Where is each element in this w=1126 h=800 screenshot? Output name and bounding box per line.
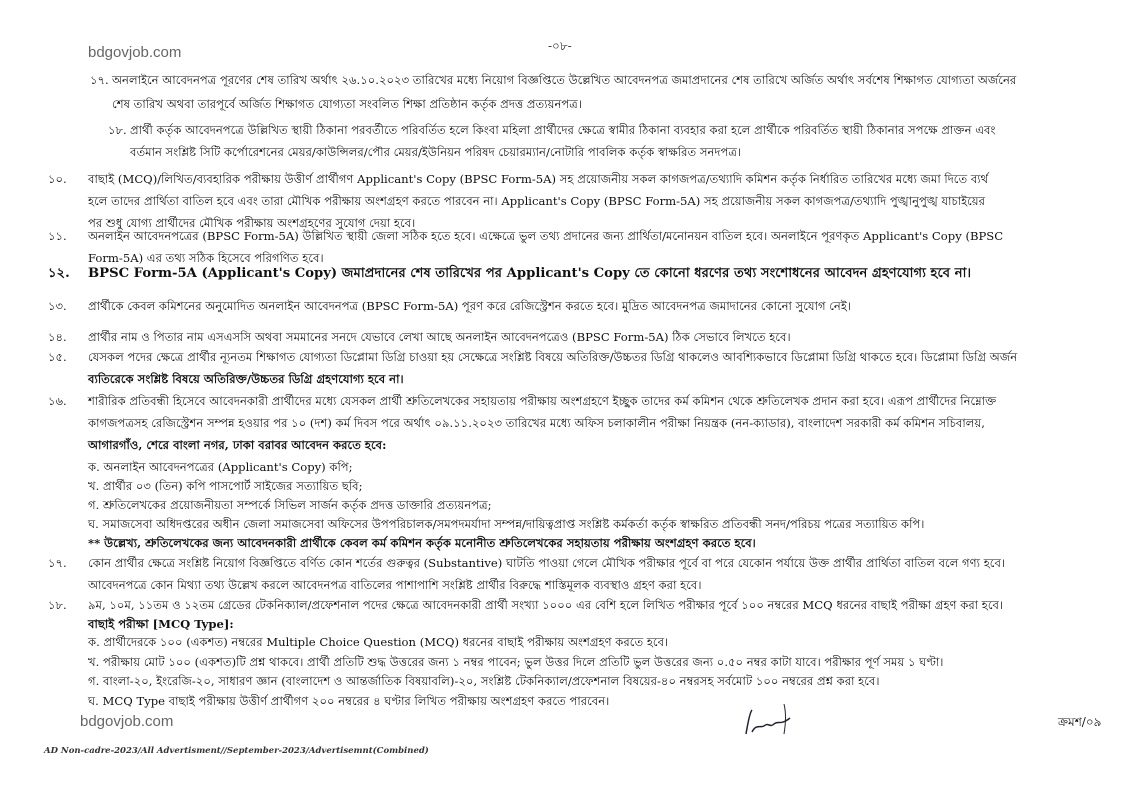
clause-line: বর্তমান সংশ্লিষ্ট সিটি কর্পোরেশনের মেয়র/কাউন্সিলর/পৌর মেয়র/ইউনিয়ন পরিষদ চেয়ারম্যান/নোটারি পাবলিক কর্তৃক স্বাক্ষরিত সনদপত্র। [130, 145, 742, 159]
clause-line: ৯ম, ১০ম, ১১তম ও ১২তম গ্রেডের টেকনিক্যাল/প্রফেশনাল পদের ক্ষেত্রে আবেদনকারী প্রার্থী সংখ্যা ১০০০ এর বেশি হলে লিখিত পরীক্ষার পূর্বে ১০০ নম্বরের MCQ ধরনের বাছাই পরীক্ষা গ্রহণ করা হবে। [88, 598, 1004, 612]
clause-line: বাছাই পরীক্ষা [MCQ Type]: [88, 617, 234, 631]
continued-label: ক্রমশ/০৯ [1058, 715, 1102, 729]
clause-line: পর শুধু যোগ্য প্রার্থীদের মৌখিক পরীক্ষায় অংশগ্রহণের সুযোগ দেয়া হবে। [88, 216, 416, 230]
clause-line: খ. পরীক্ষায় মোট ১০০ (একশত)টি প্রশ্ন থাকবে। প্রার্থী প্রতিটি শুদ্ধ উত্তরের জন্য ১ নম্বর পাবেন; ভুল উত্তর দিলে প্রতিটি ভুল উত্তরের জন্য ০.৫০ নম্বর কাটা যাবে। পরীক্ষার পূর্ণ সময় ১ ঘণ্টা। [88, 655, 944, 669]
clause-number: ১৪. [48, 330, 67, 344]
clause-number: ১২. [48, 266, 70, 281]
clause-line: বাছাই (MCQ)/লিখিত/ব্যবহারিক পরীক্ষায় উত্তীর্ণ প্রার্থীগণ Applicant's Copy (BPSC Form-5A) সহ প্রয়োজনীয় সকল কাগজপত্র/তথ্যাদি কমিশন কর্তৃক নির্ধারিত তারিখের মধ্যে জমা দিতে ব্যর্থ [88, 172, 989, 186]
clause-line: প্রার্থীকে কেবল কমিশনের অনুমোদিত অনলাইন আবেদনপত্র (BPSC Form-5A) পূরণ করে রেজিস্ট্রেশন করতে হবে। মুদ্রিত আবেদনপত্র জমাদানের কোনো সুযোগ নেই। [88, 299, 852, 313]
clause-line: ব্যতিরেকে সংশ্লিষ্ট বিষয়ে অতিরিক্ত/উচ্চতর ডিগ্রি গ্রহণযোগ্য হবে না। [88, 372, 404, 386]
signature-icon [738, 702, 798, 742]
clause-line: যেসকল পদের ক্ষেত্রে প্রার্থীর ন্যূনতম শিক্ষাগত যোগ্যতা ডিপ্লোমা ডিগ্রি চাওয়া হয় সেক্ষেত্রে সংশ্লিষ্ট বিষয়ে অতিরিক্ত/উচ্চতর ডিগ্রি থাকলেও আবশ্যিকভাবে ডিপ্লোমা ডিগ্রি থাকতে হবে। ডিপ্লোমা ডিগ্রি অর্জন [88, 350, 1018, 364]
footer-path: AD Non-cadre-2023/All Advertisment//September-2023/Advertisemnt(Combined) [44, 746, 429, 756]
watermark-top: bdgovjob.com [88, 44, 182, 61]
clause-line: ক. অনলাইন আবেদনপত্রের (Applicant's Copy) কপি; [88, 460, 353, 474]
clause-number: ১৩. [48, 299, 67, 313]
clause-line: গ. বাংলা-২০, ইংরেজি-২০, সাধারণ জ্ঞান (বাংলাদেশ ও আন্তর্জাতিক বিষয়াবলি)-২০, সংশ্লিষ্ট টেকনিক্যাল/প্রফেশনাল বিষয়ের-৪০ নম্বরসহ সর্বমোট ১০০ নম্বরের প্রশ্ন করা হবে। [88, 674, 880, 688]
clause-line: আবেদনপত্রে কোন মিথ্যা তথ্য উল্লেখ করলে আবেদনপত্র বাতিলের পাশাপাশি সংশ্লিষ্ট প্রার্থীর বিরুদ্ধে শাস্তিমূলক ব্যবস্থাও গ্রহণ করা হবে। [88, 578, 702, 592]
clause-number: ১০. [48, 172, 67, 186]
clause-line: অনলাইন আবেদনপত্রের (BPSC Form-5A) উল্লিখিত স্থায়ী জেলা সঠিক হতে হবে। এক্ষেত্রে ভুল তথ্য প্রদানের জন্য প্রার্থিতা/মনোনয়ন বাতিল হবে। অনলাইনে পূরণকৃত Applicant's Copy (BPSC [88, 229, 1004, 243]
clause-line: ক. প্রার্থীদেরকে ১০০ (একশত) নম্বরের Multiple Choice Question (MCQ) ধরনের বাছাই পরীক্ষায় অংশগ্রহণ করতে হবে। [88, 635, 669, 649]
clause-line: কোন প্রার্থীর ক্ষেত্রে সংশ্লিষ্ট নিয়োগ বিজ্ঞপ্তিতে বর্ণিত কোন শর্তের গুরুত্বর (Substantive) ঘাটতি পাওয়া গেলে মৌখিক পরীক্ষার পূর্বে বা পরে যেকোন পর্যায়ে উক্ত প্রার্থীর প্রার্থিতা বাতিল বলে গণ্য হবে। [88, 556, 1006, 570]
clause-line: কাগজপত্রসহ রেজিস্ট্রেশন সম্পন্ন হওয়ার পর ১০ (দশ) কর্ম দিবস পরে অর্থাৎ ০৯.১১.২০২৩ তারিখের মধ্যে অফিস চলাকালীন পরীক্ষা নিয়ন্ত্রক (নন-ক্যাডার), বাংলাদেশ সরকারী কর্ম কমিশন সচিবালয়, [88, 416, 985, 430]
clause-line: BPSC Form-5A (Applicant's Copy) জমাপ্রদানের শেষ তারিখের পর Applicant's Copy তে কোনো ধরণের তথ্য সংশোধনের আবেদন গ্রহণযোগ্য হবে না। [88, 266, 972, 281]
clause-number: ১৫. [48, 350, 67, 364]
clause-line: শারীরিক প্রতিবন্ধী হিসেবে আবেদনকারী প্রার্থীদের মধ্যে যেসকল প্রার্থী শ্রুতিলেখকের সহায়তায় পরীক্ষায় অংশগ্রহণে ইচ্ছুক তাদের কর্ম কমিশন থেকে শ্রুতিলেখক প্রদান করা হবে। এরূপ প্রার্থীদের নিম্নোক্ত [88, 394, 997, 408]
clause-number: ১৭. [48, 556, 67, 570]
clause-number: ১৮. [48, 598, 67, 612]
clause-number: ১৮. [108, 123, 127, 137]
clause-number: ১১. [48, 229, 67, 243]
clause-line: হলে তাদের প্রার্থিতা বাতিল হবে এবং তারা মৌখিক পরীক্ষায় অংশগ্রহণ করতে পারবেন না। Applicant's Copy (BPSC Form-5A) সহ প্রয়োজনীয় সকল কাগজপত্র/তথ্যাদি পুঙ্খানুপুঙ্খ যাচাইয়ের [88, 194, 986, 208]
clause-line: প্রার্থীর নাম ও পিতার নাম এসএসসি অথবা সমমানের সনদে যেভাবে লেখা আছে অনলাইন আবেদনপত্রেও (BPSC Form-5A) ঠিক সেভাবে লিখতে হবে। [88, 330, 791, 344]
page-number: -০৮- [548, 39, 572, 53]
clause-number: ১৬. [48, 394, 67, 408]
clause-line: প্রার্থী কর্তৃক আবেদনপত্রে উল্লিখিত স্থায়ী ঠিকানা পরবর্তীতে পরিবর্তিত হলে কিংবা মহিলা প্রার্থীদের ক্ষেত্রে স্বামীর ঠিকানা ব্যবহার করা হলে প্রার্থীকে পরিবর্তিত স্থায়ী ঠিকানার সপক্ষে প্রাক্তন এবং [130, 123, 996, 137]
clause-line: Form-5A) এর তথ্য সঠিক হিসেবে পরিগণিত হবে। [88, 251, 324, 265]
clause-line: আগারগাঁও, শেরে বাংলা নগর, ঢাকা বরাবর আবেদন করতে হবে: [88, 438, 387, 452]
clause-line: গ. শ্রুতিলেখকের প্রয়োজনীয়তা সম্পর্কে সিভিল সার্জন কর্তৃক প্রদত্ত ডাক্তারি প্রত্যয়নপত্র; [88, 498, 492, 512]
clause-line: অনলাইনে আবেদনপত্র পূরণের শেষ তারিখ অর্থাৎ ২৬.১০.২০২৩ তারিখের মধ্যে নিয়োগ বিজ্ঞপ্তিতে উল্লেখিত আবেদনপত্র জমাপ্রদানের শেষ তারিখে অর্জিত অর্থাৎ সর্বশেষ শিক্ষাগত যোগ্যতা অর্জনের [112, 73, 1017, 87]
clause-line: ঘ. সমাজসেবা অধিদপ্তরের অধীন জেলা সমাজসেবা অফিসের উপপরিচালক/সমপদমর্যাদা সম্পন্ন/দায়িত্বপ্রাপ্ত সংশ্লিষ্ট কর্মকর্তা কর্তৃক স্বাক্ষরিত প্রতিবন্ধী সনদ/পরিচয় পত্রের সত্যায়িত কপি। [88, 517, 925, 531]
clause-number: ১৭. [90, 73, 109, 87]
clause-line: শেষ তারিখ অথবা তারপূর্বে অর্জিত শিক্ষাগত যোগ্যতা সংবলিত শিক্ষা প্রতিষ্ঠান কর্তৃক প্রদত্ত প্রত্যয়নপত্র। [112, 97, 582, 111]
clause-line: ** উল্লেখ্য, শ্রুতিলেখকের জন্য আবেদনকারী প্রার্থীকে কেবল কর্ম কমিশন কর্তৃক মনোনীত শ্রুতিলেখকের সহায়তায় পরীক্ষায় অংশগ্রহণ করতে হবে। [88, 536, 756, 550]
clause-line: ঘ. MCQ Type বাছাই পরীক্ষায় উত্তীর্ণ প্রার্থীগণ ২০০ নম্বরের ৪ ঘণ্টার লিখিত পরীক্ষায় অংশগ্রহণ করতে পারবেন। [88, 694, 610, 708]
watermark-bottom: bdgovjob.com [80, 713, 174, 730]
clause-line: খ. প্রার্থীর ০৩ (তিন) কপি পাসপোর্ট সাইজের সত্যায়িত ছবি; [88, 479, 363, 493]
